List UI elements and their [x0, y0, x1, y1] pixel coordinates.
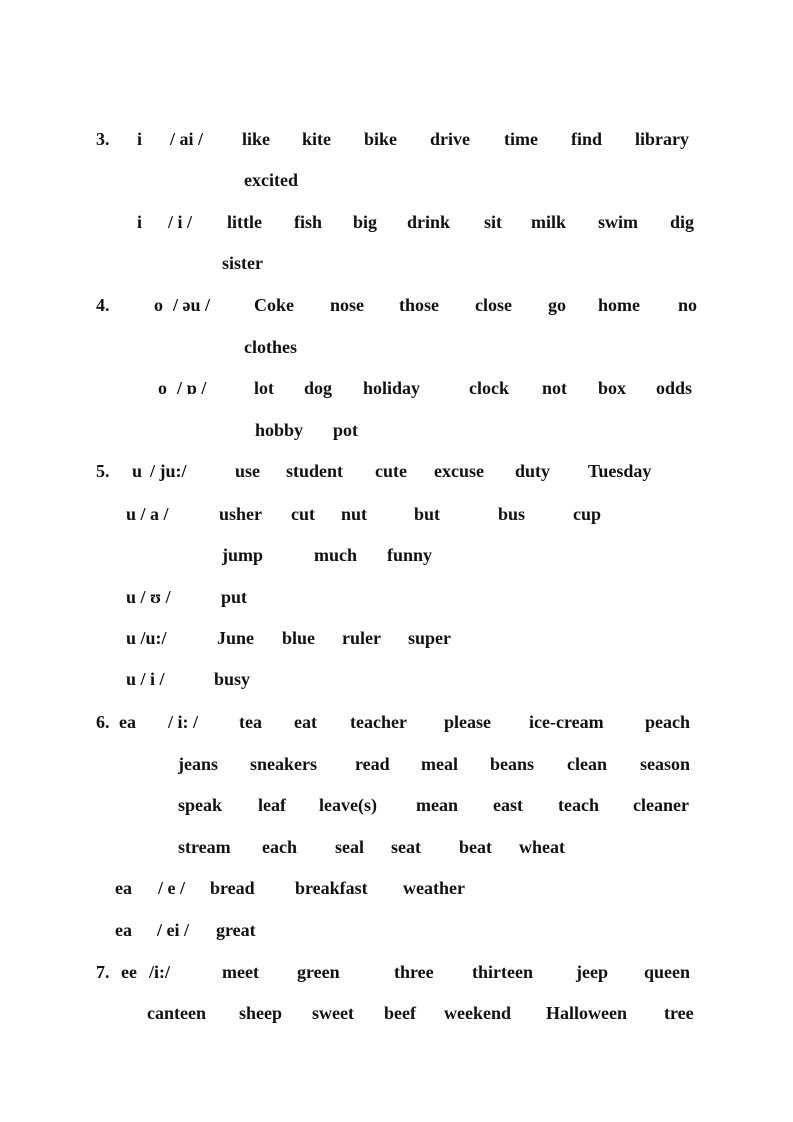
letter-label: i: [137, 212, 143, 232]
section-7-line-ee: [0, 960, 793, 984]
word: teacher: [350, 712, 407, 732]
word: drink: [407, 212, 451, 232]
word: sit: [484, 212, 502, 232]
word: stream: [178, 837, 231, 857]
word: cute: [375, 461, 407, 481]
word: queen: [644, 962, 691, 982]
word: bike: [364, 129, 398, 149]
word: not: [542, 378, 568, 398]
section-5-line-u-i: [0, 667, 793, 691]
word: thirteen: [472, 962, 533, 982]
word: sister: [222, 253, 263, 273]
word: seat: [391, 837, 421, 857]
section-5-line-a-cont: [0, 543, 793, 567]
word: tea: [239, 712, 262, 732]
word: odds: [656, 378, 693, 398]
word: green: [297, 962, 340, 982]
word: sheep: [239, 1003, 283, 1023]
word: leaf: [258, 795, 286, 815]
section-5-line-a: [0, 502, 793, 526]
section-number: 7.: [96, 962, 110, 982]
word: please: [444, 712, 491, 732]
word: box: [598, 378, 627, 398]
word: busy: [214, 669, 251, 689]
word: swim: [598, 212, 638, 232]
word: nose: [330, 295, 365, 315]
sound-label: u / a /: [126, 504, 169, 524]
word: dig: [670, 212, 695, 232]
word: beans: [490, 754, 535, 774]
word: bus: [498, 504, 526, 524]
word: meet: [222, 962, 259, 982]
word: close: [475, 295, 512, 315]
section-4-line-ou-cont: [0, 335, 793, 359]
word: ice-cream: [529, 712, 604, 732]
section-3-line-i: [0, 210, 793, 234]
section-3-line-ai-cont: [0, 168, 793, 192]
word: usher: [219, 504, 263, 524]
word: pot: [333, 420, 359, 440]
word: sneakers: [250, 754, 317, 774]
letter-label: i: [137, 129, 143, 149]
phonetic-symbol: / e /: [158, 878, 185, 898]
word: wheat: [519, 837, 565, 857]
word: peach: [645, 712, 690, 732]
word: excited: [244, 170, 298, 190]
word: excuse: [434, 461, 484, 481]
word: jeans: [178, 754, 218, 774]
word: jeep: [576, 962, 608, 982]
word: like: [242, 129, 271, 149]
word: each: [262, 837, 297, 857]
word: seal: [335, 837, 364, 857]
word: bread: [210, 878, 255, 898]
word: Coke: [254, 295, 294, 315]
section-7-row-2: [0, 1001, 793, 1025]
word: go: [548, 295, 566, 315]
word: lot: [254, 378, 274, 398]
word: east: [493, 795, 523, 815]
section-5-line-u-long: [0, 626, 793, 650]
word: much: [314, 545, 358, 565]
word: jump: [222, 545, 264, 565]
section-5-line-ju: [0, 459, 793, 483]
word: season: [640, 754, 691, 774]
section-4-line-o-short: [0, 376, 793, 400]
letter-label: ea: [115, 878, 132, 898]
word: weekend: [444, 1003, 511, 1023]
word: teach: [558, 795, 599, 815]
word: tree: [664, 1003, 694, 1023]
phonetic-symbol: / ju:/: [150, 461, 187, 481]
word: leave(s): [319, 795, 377, 815]
letter-label: u: [132, 461, 143, 481]
word: three: [394, 962, 434, 982]
section-number: 6.: [96, 712, 110, 732]
letter-label: ea: [119, 712, 136, 732]
section-4-line-o-short-cont: [0, 418, 793, 442]
word: fish: [294, 212, 323, 232]
section-6-row-3: [0, 793, 793, 817]
phonetic-symbol: / əu /: [173, 295, 211, 315]
section-number: 4.: [96, 295, 110, 315]
word: funny: [387, 545, 433, 565]
section-6-line-ei: [0, 918, 793, 942]
section-5-line-u-short: [0, 585, 793, 609]
word: canteen: [147, 1003, 206, 1023]
word: super: [408, 628, 452, 648]
word: cup: [573, 504, 602, 524]
section-number: 3.: [96, 129, 110, 149]
word: put: [221, 587, 248, 607]
phonetic-symbol: / ɒ /: [177, 378, 207, 398]
word: milk: [531, 212, 567, 232]
word: beef: [384, 1003, 416, 1023]
section-4-line-ou: [0, 293, 793, 317]
phonetic-symbol: / ai /: [170, 129, 204, 149]
word: speak: [178, 795, 223, 815]
sound-label: u / i /: [126, 669, 165, 689]
word: clean: [567, 754, 607, 774]
word: library: [635, 129, 689, 149]
section-6-line-i-long: [0, 710, 793, 734]
letter-label: o: [154, 295, 163, 315]
word: hobby: [255, 420, 304, 440]
letter-label: o: [158, 378, 167, 398]
phonetic-symbol: / i: /: [168, 712, 198, 732]
section-6-line-e: [0, 876, 793, 900]
word: meal: [421, 754, 458, 774]
section-3-line-i-cont: [0, 251, 793, 275]
word: eat: [294, 712, 317, 732]
word: student: [286, 461, 344, 481]
word: blue: [282, 628, 316, 648]
word: read: [355, 754, 390, 774]
word: ruler: [342, 628, 381, 648]
section-6-row-4: [0, 835, 793, 859]
word: home: [598, 295, 640, 315]
phonetic-symbol: / i /: [168, 212, 193, 232]
word: weather: [403, 878, 465, 898]
word: but: [414, 504, 441, 524]
word: cut: [291, 504, 315, 524]
word: great: [216, 920, 256, 940]
word: beat: [459, 837, 492, 857]
word: June: [217, 628, 255, 648]
sound-label: u /u:/: [126, 628, 167, 648]
section-number: 5.: [96, 461, 110, 481]
word: little: [227, 212, 262, 232]
word: drive: [430, 129, 470, 149]
word: duty: [515, 461, 551, 481]
word: no: [678, 295, 698, 315]
word: mean: [416, 795, 458, 815]
word: cleaner: [633, 795, 689, 815]
phonetic-symbol: /i:/: [149, 962, 170, 982]
sound-label: u / ʊ /: [126, 587, 171, 607]
phonetic-symbol: / ei /: [157, 920, 189, 940]
letter-label: ee: [121, 962, 137, 982]
word: use: [235, 461, 261, 481]
word: dog: [304, 378, 333, 398]
word: big: [353, 212, 378, 232]
word: Halloween: [546, 1003, 627, 1023]
word: Tuesday: [588, 461, 652, 481]
section-3-line-ai: [0, 127, 793, 151]
word: breakfast: [295, 878, 368, 898]
word: holiday: [363, 378, 421, 398]
word: sweet: [312, 1003, 354, 1023]
section-6-row-2: [0, 752, 793, 776]
word: clothes: [244, 337, 297, 357]
word: clock: [469, 378, 509, 398]
word: those: [399, 295, 439, 315]
letter-label: ea: [115, 920, 132, 940]
word: time: [504, 129, 538, 149]
word: kite: [302, 129, 331, 149]
word: nut: [341, 504, 368, 524]
word: find: [571, 129, 603, 149]
